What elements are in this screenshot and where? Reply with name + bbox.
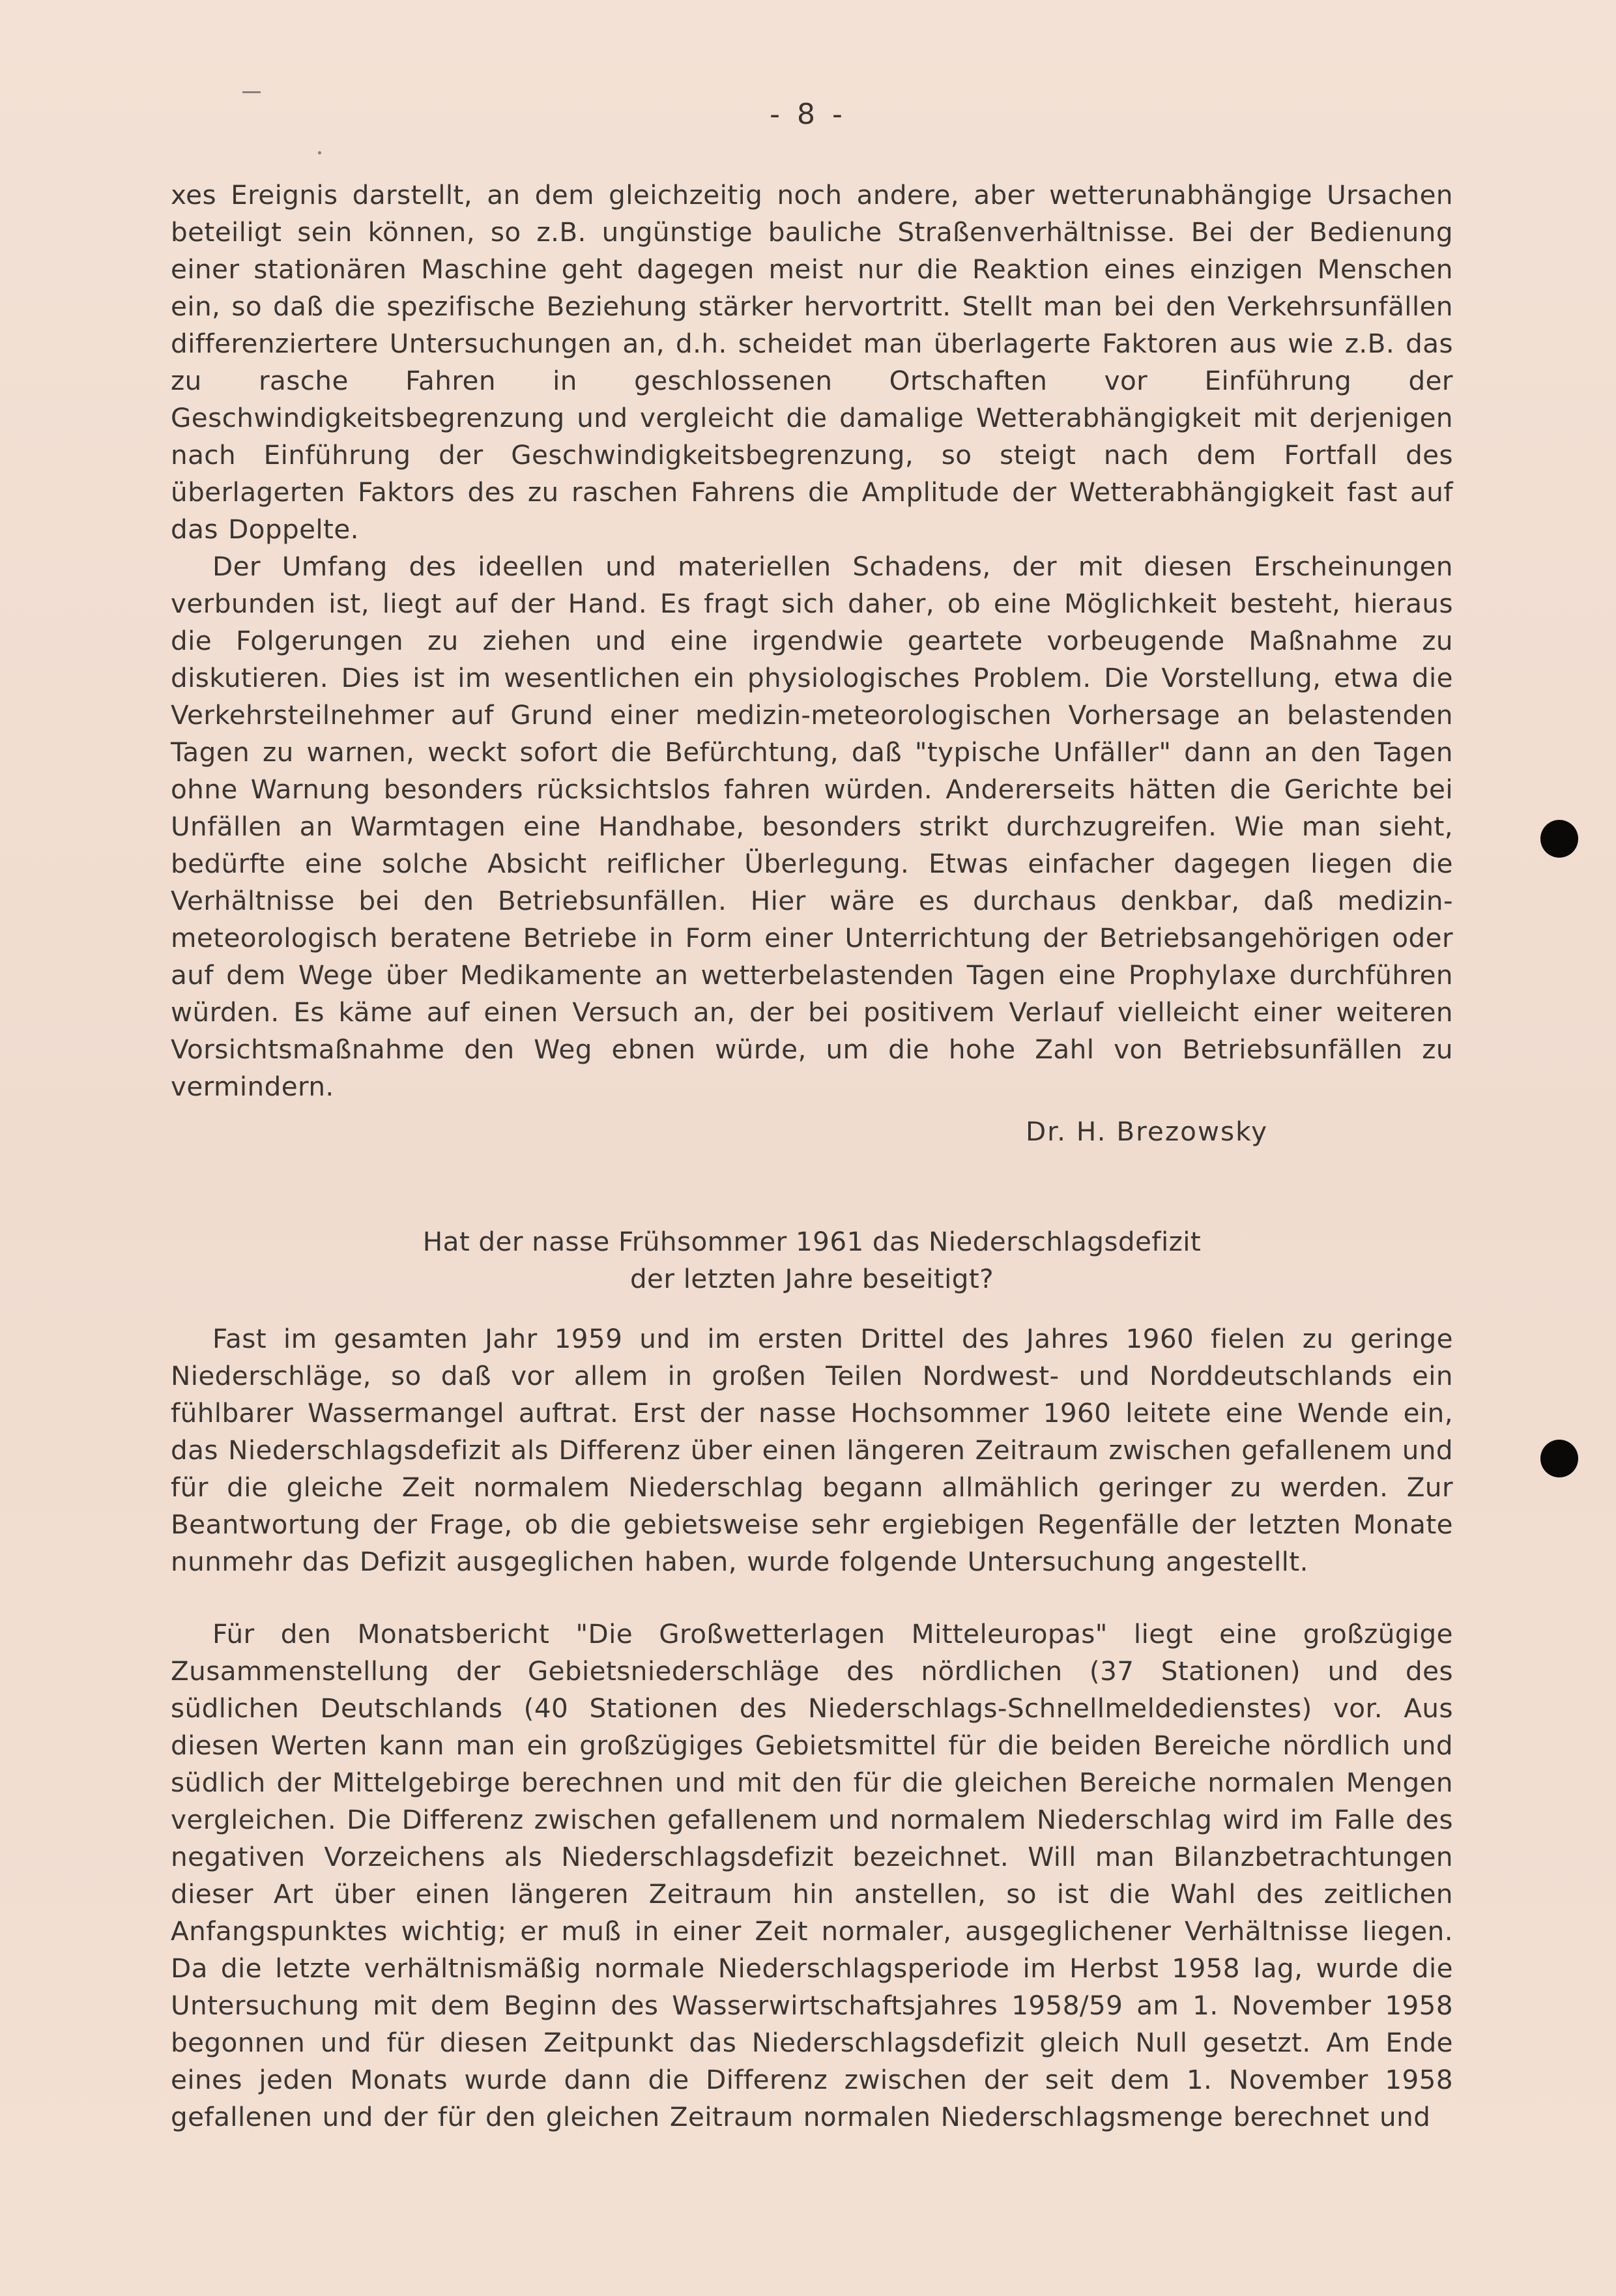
section-2-title <box>171 1223 1453 1298</box>
punch-hole-upper <box>1540 820 1578 858</box>
paragraph-3: Fast im gesamten Jahr 1959 und im ersten Drittel des Jahres 1960 fielen zu geringe Niederschläge, so daß vor allem in großen Teilen Nordwest- und Norddeutschlands ein fühlbarer Wassermangel auftrat. Erst der nasse Hochsommer 1960 leitete eine Wende ein, das Niederschlagsdefizit als Differenz über einen längeren Zeitraum zwischen gefallenem und für die gleiche Zeit normalem Niederschlag begann allmählich geringer zu werden. Zur Beantwortung der Frage, ob die gebietsweise sehr ergiebigen Regenfälle der letzten Monate nunmehr das Defizit ausgeglichen haben, wurde folgende Untersuchung angestellt. <box>171 1323 1453 1577</box>
section-1-body <box>171 177 1453 1105</box>
margin-dash-mark <box>242 91 261 93</box>
author-signature: Dr. H. Brezowsky <box>1026 1116 1269 1147</box>
section-2-title-line-2: der letzten Jahre beseitigt? <box>629 1263 994 1294</box>
paragraph-1: xes Ereignis darstellt, an dem gleichzeitig noch andere, aber wetterunabhängige Ursachen beteiligt sein können, so z.B. ungünstige bauliche Straßenverhältnisse. Bei der Bedienung einer stationären Maschine geht dagegen meist nur die Reaktion eines einzigen Menschen ein, so daß die spezifische Beziehung stärker hervortritt. Stellt man bei den Verkehrsunfällen differenziertere Untersuchungen an, d.h. scheidet man überlagerte Faktoren aus wie z.B. das zu rasche Fahren in geschlossenen Ortschaften vor Einführung der Geschwindigkeitsbegrenzung und vergleicht die damalige Wetterabhängigkeit mit derjenigen nach Einführung der Geschwindigkeitsbegrenzung, so steigt nach dem Fortfall des überlagerten Faktors des zu raschen Fahrens die Amplitude der Wetterabhängigkeit fast auf das Doppelte. <box>171 179 1453 545</box>
punch-hole-lower <box>1540 1440 1578 1477</box>
section-2-title-line-1: Hat der nasse Frühsommer 1961 das Niederschlagsdefizit <box>422 1226 1202 1257</box>
paragraph-4: Für den Monatsbericht "Die Großwetterlagen Mitteleuropas" liegt eine großzügige Zusammenstellung der Gebietsniederschläge des nördlichen (37 Stationen) und des südlichen Deutschlands (40 Stationen des Niederschlags-Schnellmeldedienstes) vor. Aus diesen Werten kann man ein großzügiges Gebietsmittel für die beiden Bereiche nördlich und südlich der Mittelgebirge berechnen und mit den für die gleichen Bereiche normalen Mengen vergleichen. Die Differenz zwischen gefallenem und normalem Niederschlag wird im Falle des negativen Vorzeichens als Niederschlagsdefizit bezeichnet. Will man Bilanzbetrachtungen dieser Art über einen längeren Zeitraum hin anstellen, so ist die Wahl des zeitlichen Anfangspunktes wichtig; er muß in einer Zeit normaler, ausgeglichener Verhältnisse liegen. Da die letzte verhältnismäßig normale Niederschlagsperiode im Herbst 1958 lag, wurde die Untersuchung mit dem Beginn des Wasserwirtschaftsjahres 1958/59 am 1. November 1958 begonnen und für diesen Zeitpunkt das Niederschlagsdefizit gleich Null gesetzt. Am Ende eines jeden Monats wurde dann die Differenz zwischen der seit dem 1. November 1958 gefallenen und der für den gleichen Zeitraum normalen Niederschlagsmenge berechnet und <box>171 1618 1453 2132</box>
margin-dot-mark <box>318 151 321 154</box>
section-2-body-part-2 <box>171 1616 1453 2136</box>
page-number: - 8 - <box>770 98 846 131</box>
paragraph-2: Der Umfang des ideellen und materiellen Schadens, der mit diesen Erscheinungen verbunden ist, liegt auf der Hand. Es fragt sich daher, ob eine Möglichkeit besteht, hieraus die Folgerungen zu ziehen und eine irgendwie geartete vorbeugende Maßnahme zu diskutieren. Dies ist im wesentlichen ein physiologisches Problem. Die Vorstellung, etwa die Verkehrsteilnehmer auf Grund einer medizin-meteorologischen Vorhersage an belastenden Tagen zu warnen, weckt sofort die Befürchtung, daß "typische Unfäller" dann an den Tagen ohne Warnung besonders rücksichtslos fahren würden. Andererseits hätten die Gerichte bei Unfällen an Warmtagen eine Handhabe, besonders strikt durchzugreifen. Wie man sieht, bedürfte eine solche Absicht reiflicher Überlegung. Etwas einfacher dagegen liegen die Verhältnisse bei den Betriebsunfällen. Hier wäre es durchaus denkbar, daß medizin-meteorologisch beratene Betriebe in Form einer Unterrichtung der Betriebsangehörigen oder auf dem Wege über Medikamente an wetterbelastenden Tagen eine Prophylaxe durchführen würden. Es käme auf einen Versuch an, der bei positivem Verlauf vielleicht einer weiteren Vorsichtsmaßnahme den Weg ebnen würde, um die hohe Zahl von Betriebsunfällen zu vermindern. <box>171 551 1453 1102</box>
section-2-body-part-1 <box>171 1320 1453 1580</box>
